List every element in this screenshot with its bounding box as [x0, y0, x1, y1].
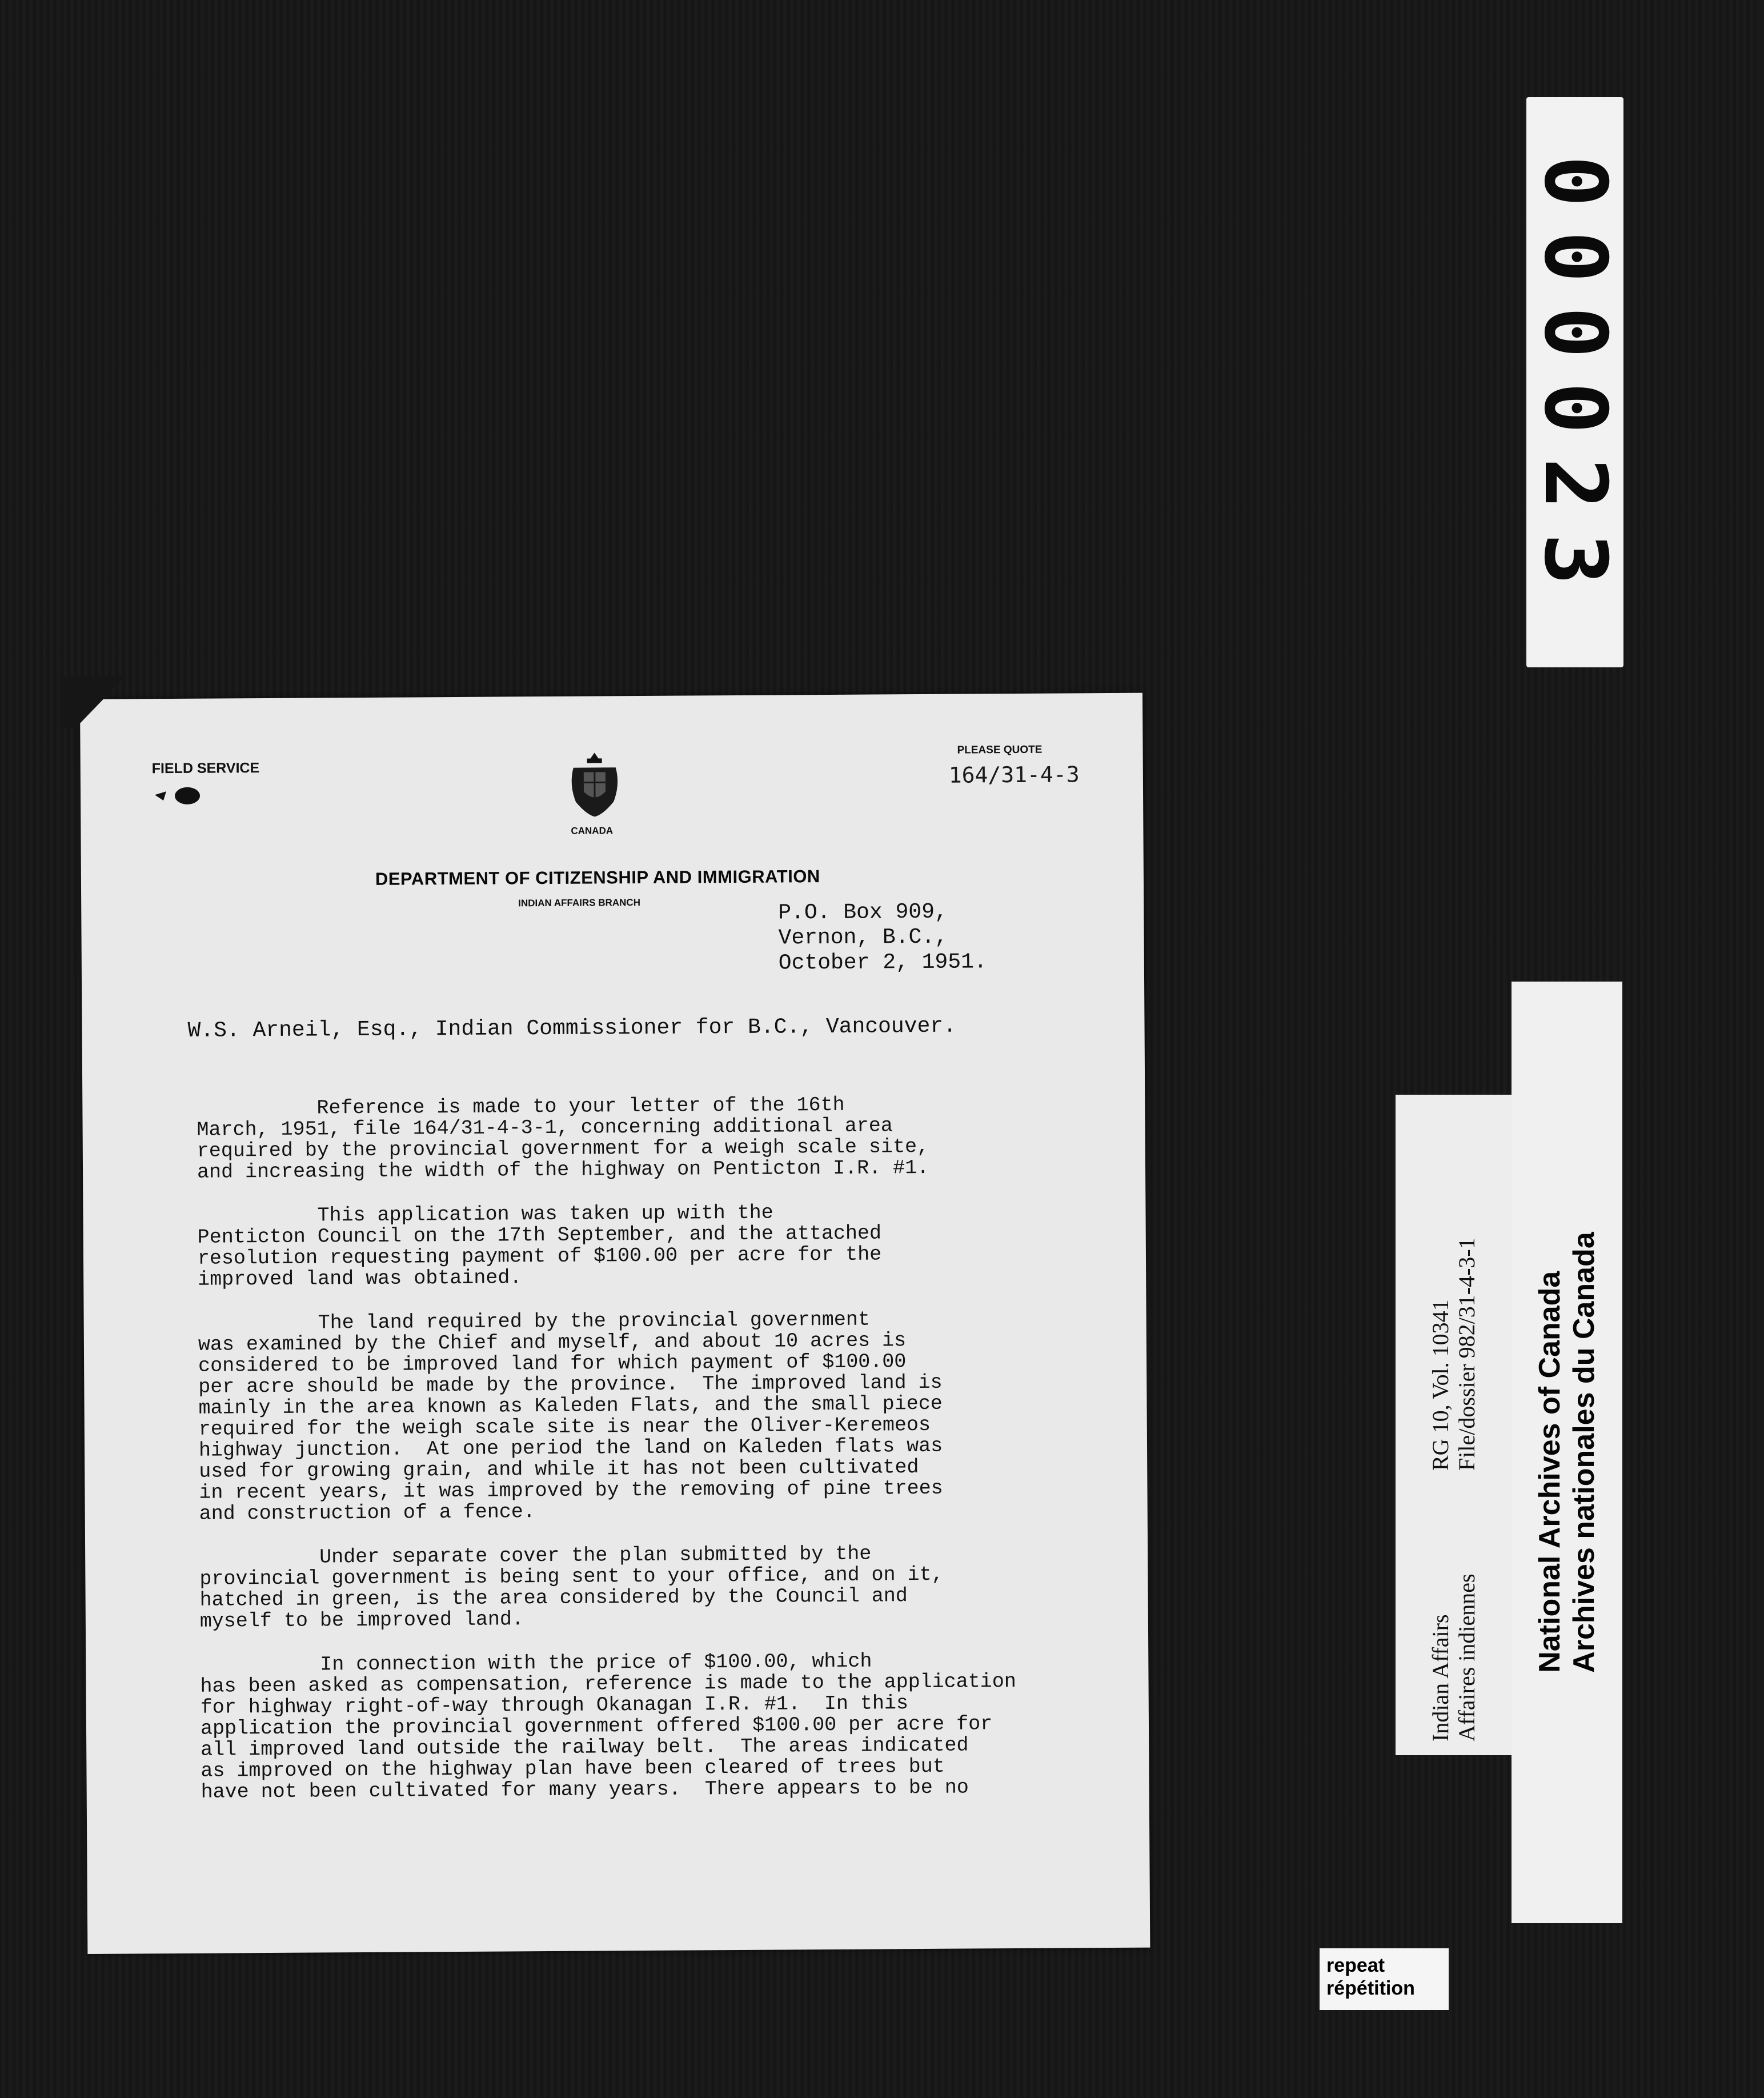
text-line: as improved on the highway plan have been cleared of trees but: [201, 1755, 945, 1783]
frame-number-label: [1526, 97, 1623, 667]
file-dossier: File/dossier 982/31-4-3-1: [1454, 1238, 1480, 1471]
repeat-label: [1320, 1948, 1449, 2010]
text-line: Under separate cover the plan submitted by the: [199, 1542, 872, 1570]
sender-address: [778, 899, 987, 976]
text-line: and construction of a fence.: [199, 1500, 535, 1526]
text-line: Reference is made to your letter of the 16th: [197, 1093, 845, 1120]
please-quote-label: PLEASE QUOTE: [957, 743, 1043, 756]
rg-volume: RG 10, Vol. 10341: [1428, 1299, 1453, 1471]
text-line: for highway right-of-way through Okanagan I.R. #1. In this: [200, 1692, 909, 1719]
text-line: in recent years, it was improved by the removing of pine trees: [199, 1476, 943, 1504]
coat-of-arms-icon: [563, 750, 627, 819]
text-line: all improved land outside the railway belt. The areas indicated: [201, 1733, 969, 1761]
text-line: required by the provincial government for a weigh scale site,: [197, 1135, 929, 1163]
field-service-heading: FIELD SERVICE: [151, 760, 260, 777]
letter-body: [197, 1093, 1138, 1826]
address-line: P.O. Box 909,: [778, 899, 948, 926]
text-line: myself to be improved land.: [199, 1608, 524, 1633]
body-paragraph: [198, 1308, 1136, 1525]
archives-label: [1512, 982, 1622, 1923]
frame-number: 000023: [1525, 155, 1625, 609]
branch-name: INDIAN AFFAIRS BRANCH: [518, 897, 641, 909]
text-line: considered to be improved land for which payment of $100.00: [198, 1350, 907, 1378]
body-paragraph: [199, 1542, 1137, 1632]
file-reference-number: 164/31-4-3: [948, 762, 1080, 788]
body-paragraph: [197, 1093, 1134, 1183]
text-line: Penticton Council on the 17th September, and the attached: [197, 1222, 882, 1249]
text-line: was examined by the Chief and myself, and about 10 acres is: [198, 1329, 907, 1356]
text-line: highway junction. At one period the land on Kaleden flats was: [198, 1434, 943, 1462]
reference-label: [1396, 1095, 1512, 1755]
archives-name-fr: Archives nationales du Canada: [1567, 1232, 1601, 1673]
text-line: In connection with the price of $100.00, which: [200, 1649, 872, 1677]
text-line: required for the weigh scale site is near the Oliver-Keremeos: [198, 1413, 931, 1441]
letter-date: October 2, 1951.: [778, 950, 987, 976]
repeat-en: repeat: [1326, 1955, 1385, 1976]
text-line: March, 1951, file 164/31-4-3-1, concerning additional area: [197, 1114, 893, 1142]
text-line: have not been cultivated for many years. There appears to be no: [201, 1776, 969, 1804]
dept-name-en: Indian Affairs: [1428, 1614, 1453, 1741]
body-paragraph: [197, 1200, 1134, 1291]
department-title: DEPARTMENT OF CITIZENSHIP AND IMMIGRATION: [375, 866, 820, 889]
archives-name-en: National Archives of Canada: [1533, 1271, 1566, 1673]
text-line: improved land was obtained.: [198, 1266, 522, 1291]
body-paragraph: [200, 1649, 1138, 1803]
dept-name-fr: Affaires indiennes: [1454, 1574, 1480, 1741]
torn-corner: [63, 676, 126, 728]
ink-blot-icon: [152, 784, 203, 808]
text-line: used for growing grain, and while it has not been cultivated: [199, 1456, 919, 1483]
text-line: provincial government is being sent to your office, and on it,: [199, 1563, 944, 1591]
text-line: application the provincial government offered $100.00 per acre for: [200, 1712, 993, 1740]
letter-page: [80, 693, 1150, 1954]
text-line: and increasing the width of the highway on Penticton I.R. #1.: [197, 1156, 929, 1184]
text-line: hatched in green, is the area considered by the Council and: [199, 1584, 908, 1612]
text-line: has been asked as compensation, reference is made to the application: [200, 1670, 1016, 1698]
text-line: This application was taken up with the: [197, 1201, 773, 1228]
recipient-line: W.S. Arneil, Esq., Indian Commissioner for B.C., Vancouver.: [187, 1014, 957, 1043]
text-line: mainly in the area known as Kaleden Flats, and the small piece: [198, 1392, 943, 1420]
repeat-fr: répétition: [1326, 1977, 1415, 1999]
text-line: per acre should be made by the province. The improved land is: [198, 1371, 943, 1399]
crest-label: CANADA: [571, 825, 614, 836]
address-line: Vernon, B.C.,: [778, 924, 948, 951]
text-line: resolution requesting payment of $100.00 per acre for the: [197, 1243, 882, 1270]
text-line: The land required by the provincial government: [198, 1308, 870, 1335]
